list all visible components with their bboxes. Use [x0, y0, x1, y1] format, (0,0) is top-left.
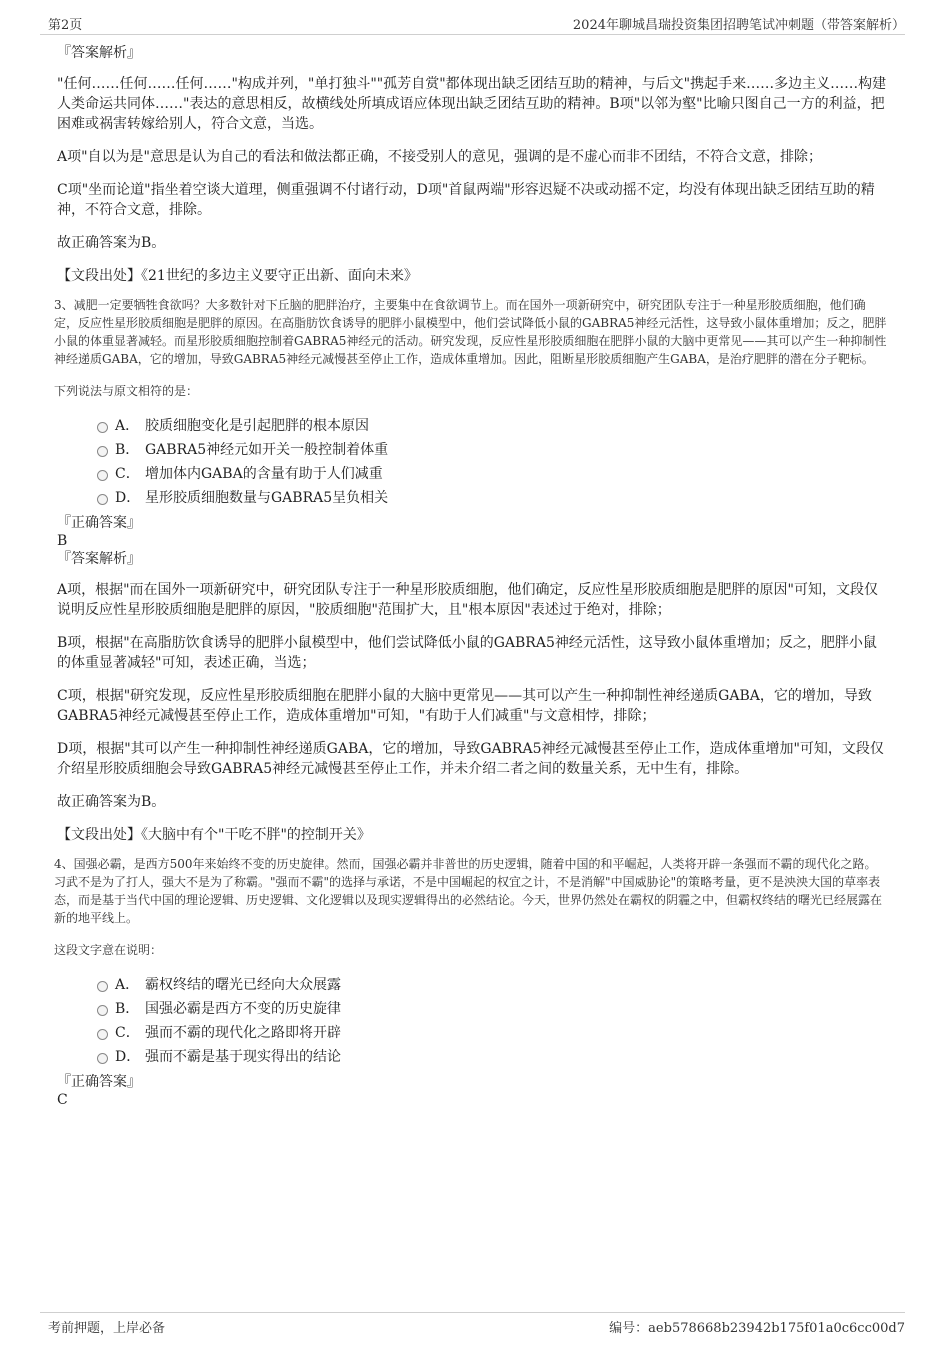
option-letter: D． — [115, 1049, 141, 1065]
q4-option-c[interactable] — [97, 1021, 887, 1045]
option-text: 强而不霸是基于现实得出的结论 — [145, 1049, 341, 1065]
radio-button[interactable] — [97, 981, 108, 992]
q3-analysis-paragraph: D项，根据"其可以产生一种抑制性神经递质GABA，它的增加，导致GABRA5神经元减慢甚至停止工作，造成体重增加"可知，文段仅介绍星形胶质细胞会导致GABRA5神经元减慢甚至停止工作，并未介绍二者之间的数量关系，无中生有，排除。 — [57, 741, 884, 777]
option-letter: A． — [115, 977, 140, 993]
option-text: 增加体内GABA的含量有助于人们减重 — [145, 466, 383, 482]
q2-source: 【文段出处】《21世纪的多边主义要守正出新、面向未来》 — [57, 268, 418, 284]
q4-option-a[interactable] — [97, 973, 887, 997]
option-text: 胶质细胞变化是引起肥胖的根本原因 — [145, 418, 369, 434]
q2-analysis-paragraph: "任何……任何……任何……"构成并列，"单打独斗""孤芳自赏"都体现出缺乏团结互助的精神，与后文"携起手来……多边主义……构建人类命运共同体……"表达的意思相反，故横线处所填成语应体现出缺乏团结互助的精神。B项"以邻为壑"比喻只图自己一方的利益，把困难或祸害转嫁给别人，符合文意，当选。 — [57, 76, 887, 132]
q3-conclusion: 故正确答案为B。 — [57, 794, 166, 810]
q4-prompt: 这段文字意在说明： — [54, 943, 163, 957]
q3-analysis-paragraph: A项，根据"而在国外一项新研究中，研究团队专注于一种星形胶质细胞，他们确定，反应性星形胶质细胞是肥胖的原因"可知，文段仅说明反应性星形胶质细胞是肥胖的原因，"胶质细胞"范围扩大，且"根本原因"表述过于绝对，排除； — [57, 582, 878, 618]
radio-button[interactable] — [97, 1053, 108, 1064]
q4-option-d[interactable] — [97, 1045, 887, 1069]
q3-analysis-paragraph: C项，根据"研究发现，反应性星形胶质细胞在肥胖小鼠的大脑中更常见——其可以产生一种抑制性神经递质GABA，它的增加，导致GABRA5神经元减慢甚至停止工作，造成体重增加"可知，"有助于人们减重"与文意相悖，排除； — [57, 688, 872, 724]
radio-button[interactable] — [97, 470, 108, 481]
option-text: 霸权终结的曙光已经向大众展露 — [145, 977, 341, 993]
option-letter: B． — [115, 442, 140, 458]
q2-analysis-label: 『答案解析』 — [57, 45, 141, 61]
document-code: 编号：aeb578668b23942b175f01a0c6cc00d7 — [609, 1321, 905, 1336]
page-header — [40, 12, 905, 35]
option-letter: C． — [115, 466, 140, 482]
q3-option-d[interactable] — [97, 486, 887, 510]
radio-button[interactable] — [97, 446, 108, 457]
option-letter: C． — [115, 1025, 140, 1041]
option-text: 星形胶质细胞数量与GABRA5呈负相关 — [145, 490, 389, 506]
q3-passage: 3、减肥一定要牺牲食欲吗？大多数针对下丘脑的肥胖治疗，主要集中在食欲调节上。而在国外一项新研究中，研究团队专注于一种星形胶质细胞，他们确定，反应性星形胶质细胞是肥胖的原因。在高脂肪饮食诱导的肥胖小鼠模型中，他们尝试降低小鼠的GABRA5神经元活性，这导致小鼠体重增加；反之，肥胖小鼠的体重显著减轻。而星形胶质细胞控制着GABRA5神经元的活动。研究发现，反应性星形胶质细胞在肥胖小鼠的大脑中更常见——其可以产生一种抑制性神经递质GABA，它的增加，导致GABRA5神经元减慢甚至停止工作，造成体重增加。因此，阻断星形胶质细胞产生GABA，是治疗肥胖的潜在分子靶标。 — [54, 298, 887, 366]
option-letter: A． — [115, 418, 140, 434]
option-text: 强而不霸的现代化之路即将开辟 — [145, 1025, 341, 1041]
q3-prompt: 下列说法与原文相符的是： — [54, 384, 199, 398]
document-body — [54, 44, 887, 1109]
footer-slogan: 考前押题，上岸必备 — [48, 1321, 166, 1336]
q4-option-b[interactable] — [97, 997, 887, 1021]
q3-analysis-label: 『答案解析』 — [57, 551, 141, 567]
q2-analysis-paragraph: C项"坐而论道"指坐着空谈大道理，侧重强调不付诸行动，D项"首鼠两端"形容迟疑不决或动摇不定，均没有体现出缺乏团结互助的精神，不符合文意，排除。 — [57, 182, 875, 218]
q3-option-b[interactable] — [97, 438, 887, 462]
option-text: GABRA5神经元如开关一般控制着体重 — [145, 442, 389, 458]
radio-button[interactable] — [97, 494, 108, 505]
q2-analysis-paragraph: A项"自以为是"意思是认为自己的看法和做法都正确，不接受别人的意见，强调的是不虚心而非不团结，不符合文意，排除； — [57, 149, 822, 165]
q4-options — [57, 973, 887, 1069]
q3-source: 【文段出处】《大脑中有个"干吃不胖"的控制开关》 — [57, 827, 371, 843]
option-letter: B． — [115, 1001, 140, 1017]
q3-analysis-paragraph: B项，根据"在高脂肪饮食诱导的肥胖小鼠模型中，他们尝试降低小鼠的GABRA5神经元活性，这导致小鼠体重增加；反之，肥胖小鼠的体重显著减轻"可知，表述正确，当选； — [57, 635, 877, 671]
option-letter: D． — [115, 490, 141, 506]
radio-button[interactable] — [97, 1029, 108, 1040]
q3-option-c[interactable] — [97, 462, 887, 486]
option-text: 国强必霸是西方不变的历史旋律 — [145, 1001, 341, 1017]
q3-option-a[interactable] — [97, 414, 887, 438]
q4-passage: 4、国强必霸，是西方500年来始终不变的历史旋律。然而，国强必霸并非普世的历史逻辑，随着中国的和平崛起，人类将开辟一条强而不霸的现代化之路。习武不是为了打人，强大不是为了称霸。"强而不霸"的选择与承诺，不是中国崛起的权宜之计，不是消解"中国威胁论"的策略考量，更不是泱泱大国的草率表态，而是基于当代中国的理论逻辑、历史逻辑、文化逻辑以及现实逻辑得出的必然结论。今天，世界仍然处在霸权的阴霾之中，但霸权终结的曙光已经展露在新的地平线上。 — [54, 857, 883, 925]
q2-conclusion: 故正确答案为B。 — [57, 235, 166, 251]
document-title: 2024年聊城昌瑞投资集团招聘笔试冲刺题（带答案解析） — [572, 18, 905, 33]
radio-button[interactable] — [97, 1005, 108, 1016]
q4-answer: C — [57, 1092, 68, 1108]
q4-answer-label: 『正确答案』 — [57, 1074, 141, 1090]
page-number: 第2页 — [48, 18, 83, 33]
q3-answer-label: 『正确答案』 — [57, 515, 141, 531]
page-footer — [40, 1312, 905, 1339]
q3-options — [57, 414, 887, 510]
radio-button[interactable] — [97, 422, 108, 433]
q3-answer: B — [57, 533, 68, 549]
